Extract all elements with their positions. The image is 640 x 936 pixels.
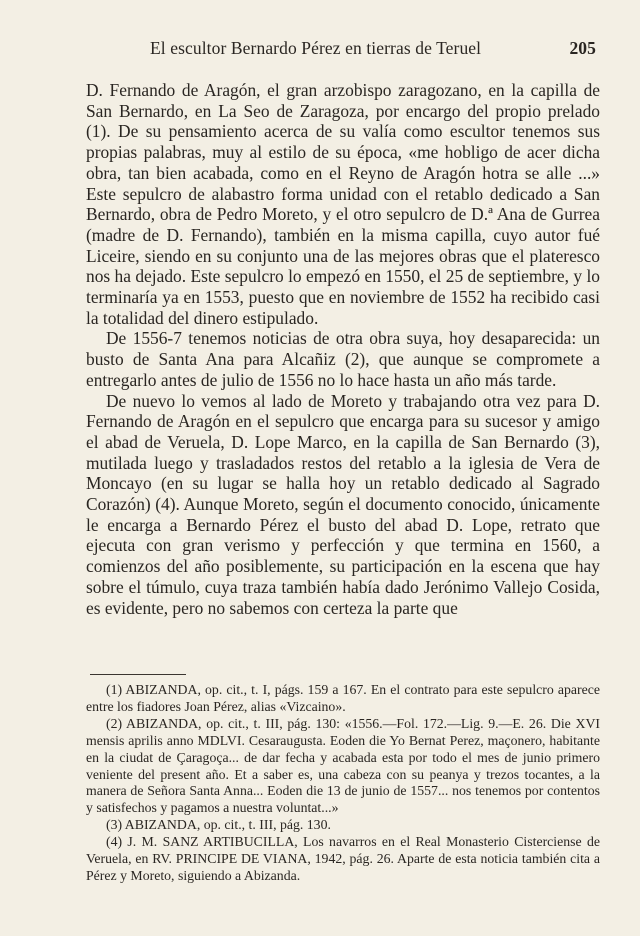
footnotes: [86, 682, 600, 885]
footnote-separator: [90, 674, 186, 675]
footnote: (2) ABIZANDA, op. cit., t. III, pág. 130: «1556.—Fol. 172.—Lig. 9.—E. 26. Die XVI mensis aprilis anno MDLVI. Cesaraugusta. Eoden die Yo Bernat Perez, maçonero, habitante en la ciudat de Çaragoça... de dar fecha y acabada esta por todo el mes de junio primero veniente del present año. Et a saber es, una cabeza con su peanya y trezos tocantes, a la manera de Señora Santa Anna... Eoden die 13 de junio de 1557... nos tenemos por contentos y satisfechos y pagamos a nuestra voluntat...»: [86, 715, 600, 816]
footnote: (3) ABIZANDA, op. cit., t. III, pág. 130.: [106, 817, 331, 833]
running-title: El escultor Bernardo Pérez en tierras de Teruel: [150, 38, 482, 58]
footnote: (1) ABIZANDA, op. cit., t. I, págs. 159 a 167. En el contrato para este sepulcro aparece entre los fiadores Joan Pérez, alias «Vizcaino».: [86, 682, 600, 714]
main-text: [86, 80, 600, 618]
paragraph: De nuevo lo vemos al lado de Moreto y trabajando otra vez para D. Fernando de Aragón en el sepulcro que encarga para su sucesor y amigo el abad de Veruela, D. Lope Marco, en la capilla de San Bernardo (3), mutilada luego y trasladados restos del retablo a la iglesia de Vera de Moncayo (en su lugar se halla hoy un retablo dedicado al Sagrado Corazón) (4). Aunque Moreto, según el documento conocido, únicamente le encarga a Bernardo Pérez el busto del abad D. Lope, retrato que ejecuta con gran verismo y perfección y que termina en 1560, a comienzos del año posiblemente, su participación en la escena que hay sobre el túmulo, cuya traza también había dado Jerónimo Vallejo Cosida, es evidente, pero no sabemos con certeza la parte que: [86, 390, 600, 618]
page-number: 205: [569, 38, 596, 58]
running-header: [150, 38, 596, 60]
footnote: (4) J. M. SANZ ARTIBUCILLA, Los navarros en el Real Monasterio Cisterciense de Veruela, en RV. PRINCIPE DE VIANA, 1942, pág. 26. Aparte de esta noticia también cita a Pérez y Moreto, siguiendo a Abizanda.: [86, 834, 600, 883]
paragraph: De 1556-7 tenemos noticias de otra obra suya, hoy desaparecida: un busto de Santa Ana para Alcañiz (2), que aunque se compromete a entregarlo antes de julio de 1556 no lo hace hasta un año más tarde.: [86, 328, 600, 390]
paragraph: D. Fernando de Aragón, el gran arzobispo zaragozano, en la capilla de San Bernardo, en La Seo de Zaragoza, por encargo del propio prelado (1). De su pensamiento acerca de su valía como escultor tenemos sus propias palabras, muy al estilo de su época, «me hobligo de acer dicha obra, tan bien acabada, como en el Reyno de Aragón hotra se alle ...» Este sepulcro de alabastro forma unidad con el retablo dedicado a San Bernardo, obra de Pedro Moreto, y el otro sepulcro de D.ª Ana de Gurrea (madre de D. Fernando), también en la misma capilla, cuyo autor fué Liceire, siendo en su conjunto una de las mejores obras que el plateresco nos ha dejado. Este sepulcro lo empezó en 1550, el 25 de septiembre, y lo terminaría ya en 1553, puesto que en noviembre de 1552 ha recibido casi la totalidad del dinero estipulado.: [86, 80, 600, 328]
